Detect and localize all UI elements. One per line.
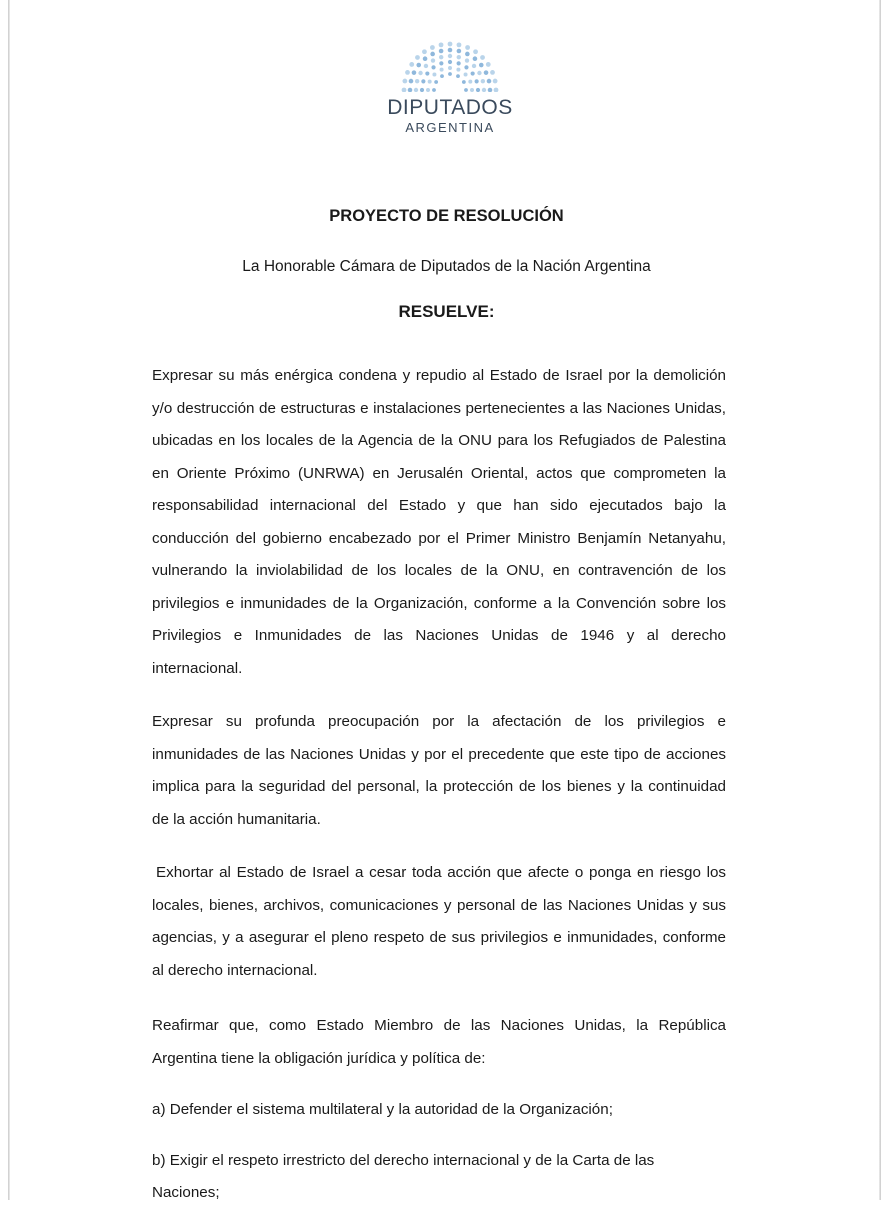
paragraph-exhortation: Exhortar al Estado de Israel a cesar toda acción que afecte o ponga en riesgo los locales, bienes, archivos, comunicaciones y personal de las Naciones Unidas y sus agencias, y a asegurar el pleno respeto de sus privilegios e inmunidades, conforme al derecho internacional. bbox=[152, 864, 726, 979]
hemicycle-seat-dot bbox=[448, 60, 452, 64]
hemicycle-seat-dot bbox=[434, 80, 438, 84]
hemicycle-seat-dot bbox=[439, 42, 444, 47]
hemicycle-seat-dot bbox=[462, 80, 466, 84]
hemicycle-seat-dot bbox=[472, 64, 476, 68]
hemicycle-seat-dot bbox=[448, 54, 452, 58]
hemicycle-seat-dot bbox=[412, 70, 417, 75]
hemicycle-seat-dot bbox=[448, 72, 452, 76]
hemicycle-seat-dot bbox=[440, 68, 444, 72]
hemicycle-seat-dot bbox=[464, 72, 468, 76]
hemicycle-seat-dot bbox=[477, 71, 481, 75]
hemicycle-seat-dot bbox=[479, 63, 484, 68]
hemicycle-seat-dot bbox=[456, 74, 460, 78]
hemicycle-seat-dot bbox=[426, 88, 430, 92]
hemicycle-seat-dot bbox=[457, 61, 461, 65]
hemicycle-seat-dot bbox=[486, 62, 491, 67]
hemicycle-seat-dot bbox=[464, 65, 468, 69]
hemicycle-seat-dot bbox=[464, 88, 468, 92]
hemicycle-seat-dot bbox=[418, 71, 422, 75]
hemicycle-seat-dot bbox=[432, 88, 436, 92]
paragraph-reaffirmation: Reafirmar que, como Estado Miembro de las Naciones Unidas, la República Argentina tiene la obligación jurídica y política de: bbox=[152, 1017, 726, 1067]
hemicycle-seat-dot bbox=[473, 56, 478, 61]
hemicycle-seat-dot bbox=[465, 52, 470, 57]
hemicycle-seat-dot bbox=[490, 70, 495, 75]
hemicycle-seat-dot bbox=[473, 49, 478, 54]
hemicycle-seat-dot bbox=[420, 88, 424, 92]
hemicycle-seat-dot bbox=[409, 62, 414, 67]
hemicycle-seat-dot bbox=[430, 52, 435, 57]
logo-name: DIPUTADOS bbox=[387, 96, 513, 119]
hemicycle-seat-dot bbox=[409, 79, 414, 84]
resolves-heading: RESUELVE: bbox=[398, 302, 495, 321]
hemicycle-seat-dot bbox=[402, 79, 407, 84]
hemicycle-seat-dot bbox=[448, 42, 453, 47]
paragraph-condemnation: Expresar su más enérgica condena y repudio al Estado de Israel por la demolición y/o destrucción de estructuras e instalaciones pertenecientes a las Naciones Unidas, ubicadas en los locales de la Agencia de la ONU para los Refugiados de Palestina en Oriente Próximo (UNRWA) en Jerusalén Oriental, actos que comprometen la responsabilidad internacional del Estado y que han sido ejecutados bajo la conducción del gobierno encabezado por el Primer Ministro Benjamín Netanyahu, vulnerando la inviolabilidad de los locales de la ONU, en contravención de los privilegios e inmunidades de la Organización, conforme a la Convención sobre los Privilegios e Inmunidades de las Naciones Unidas de 1946 y al derecho internacional. bbox=[152, 367, 726, 677]
hemicycle-seat-dot bbox=[431, 65, 435, 69]
page-edge-right bbox=[879, 0, 881, 1200]
hemicycle-seat-dot bbox=[428, 80, 432, 84]
hemicycle-seat-dot bbox=[481, 79, 485, 83]
hemicycle-seat-dot bbox=[475, 79, 479, 83]
hemicycle-seat-dot bbox=[439, 61, 443, 65]
list-item-b: b) Exigir el respeto irrestricto del derecho internacional y de la Carta de las Naciones; bbox=[152, 1151, 655, 1201]
paragraph-concern: Expresar su profunda preocupación por la afectación de los privilegios e inmunidades de las Naciones Unidas y por el precedente que este tipo de acciones implica para la seguridad del personal, la protección de los bienes y la continuidad de la acción humanitaria. bbox=[152, 713, 726, 828]
hemicycle-seat-dot bbox=[471, 71, 475, 75]
hemicycle-seat-dot bbox=[415, 55, 420, 60]
hemicycle-seat-dot bbox=[405, 70, 410, 75]
hemicycle-seat-dot bbox=[457, 42, 462, 47]
hemicycle-seat-dot bbox=[421, 79, 425, 83]
hemicycle-seat-dot bbox=[402, 88, 407, 92]
hemicycle-seat-dot bbox=[480, 55, 485, 60]
hemicycle-seat-dot bbox=[439, 49, 444, 54]
hemicycle-seat-dot bbox=[448, 48, 453, 53]
diputados-logo bbox=[360, 40, 540, 136]
hemicycle-seat-dot bbox=[487, 79, 492, 84]
list-item-a: a) Defender el sistema multilateral y la autoridad de la Organización; bbox=[152, 1101, 613, 1118]
hemicycle-seat-dot bbox=[425, 71, 429, 75]
hemicycle-seat-dot bbox=[423, 56, 428, 61]
hemicycle-seat-dot bbox=[430, 45, 435, 50]
hemicycle-seat-dot bbox=[416, 63, 421, 68]
hemicycle-seat-dot bbox=[468, 80, 472, 84]
chamber-name: La Honorable Cámara de Diputados de la Nación Argentina bbox=[242, 258, 651, 275]
hemicycle-seat-dot bbox=[494, 88, 499, 92]
hemicycle-icon bbox=[398, 40, 502, 92]
hemicycle-seat-dot bbox=[488, 88, 493, 92]
hemicycle-seat-dot bbox=[432, 72, 436, 76]
resolution-body bbox=[152, 360, 726, 1228]
logo-country: ARGENTINA bbox=[405, 120, 495, 135]
page-edge-left bbox=[8, 0, 10, 1200]
hemicycle-seat-dot bbox=[465, 58, 469, 62]
hemicycle-seat-dot bbox=[439, 55, 443, 59]
hemicycle-seat-dot bbox=[415, 79, 419, 83]
hemicycle-seat-dot bbox=[456, 68, 460, 72]
hemicycle-seat-dot bbox=[431, 58, 435, 62]
hemicycle-seat-dot bbox=[440, 74, 444, 78]
hemicycle-seat-dot bbox=[470, 88, 474, 92]
hemicycle-seat-dot bbox=[476, 88, 480, 92]
hemicycle-seat-dot bbox=[484, 70, 489, 75]
hemicycle-seat-dot bbox=[482, 88, 486, 92]
hemicycle-seat-dot bbox=[422, 49, 427, 54]
hemicycle-seat-dot bbox=[408, 88, 413, 92]
hemicycle-seat-dot bbox=[424, 64, 428, 68]
hemicycle-seat-dot bbox=[414, 88, 418, 92]
document-title: PROYECTO DE RESOLUCIÓN bbox=[329, 207, 564, 225]
hemicycle-seat-dot bbox=[493, 79, 498, 84]
hemicycle-seat-dot bbox=[448, 66, 452, 70]
hemicycle-seat-dot bbox=[457, 49, 462, 54]
hemicycle-seat-dot bbox=[465, 45, 470, 50]
hemicycle-seat-dot bbox=[457, 55, 461, 59]
